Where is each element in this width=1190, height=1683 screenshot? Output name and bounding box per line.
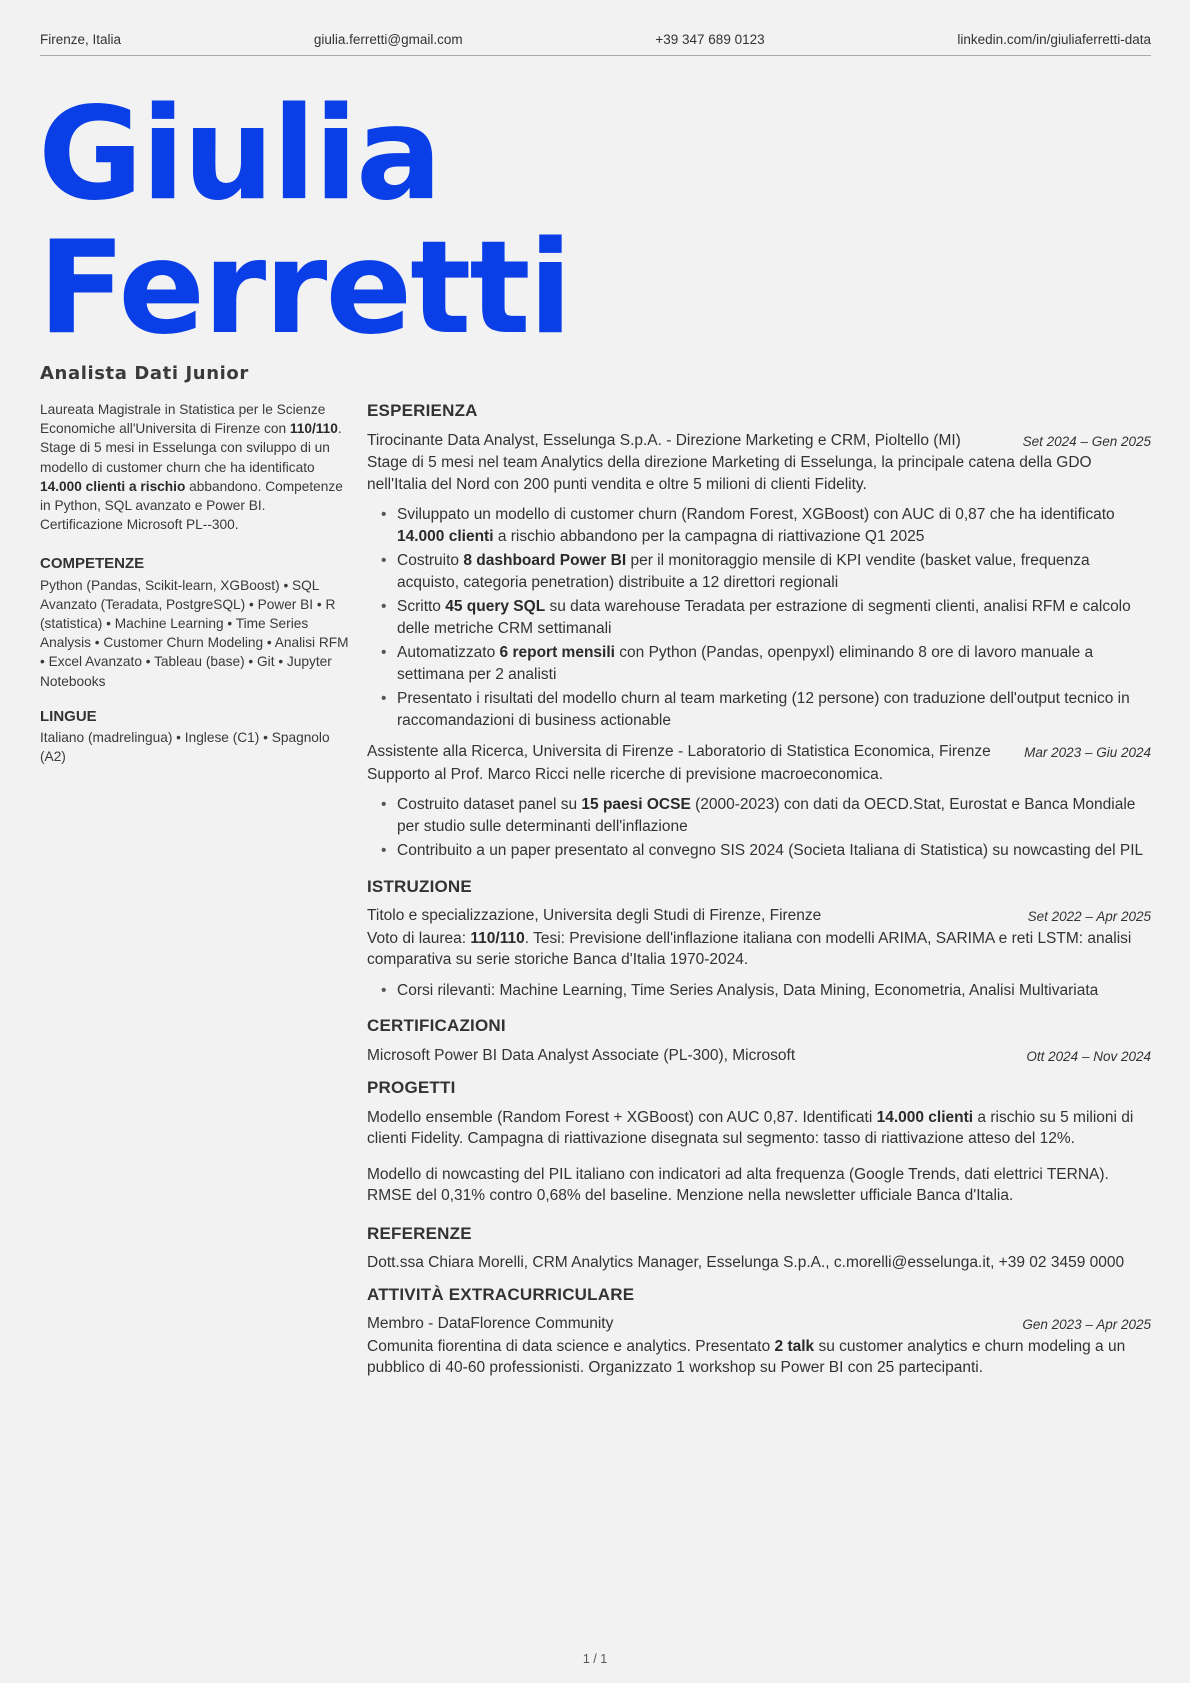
contact-bar bbox=[40, 32, 1151, 56]
page-number: 1 / 1 bbox=[582, 1652, 608, 1666]
list-item: • Costruito dataset panel su 15 paesi OCSE (2000-2023) con dati da OECD.Stat, Eurostat e Banca Mondiale per studio sulle determinanti dell'inflazione bbox=[397, 794, 1151, 837]
references-heading: REFERENZE bbox=[367, 1223, 472, 1243]
job-bullets bbox=[367, 794, 1151, 862]
main-column bbox=[367, 400, 1151, 1379]
job-description: Supporto al Prof. Marco Ricci nelle ricerche di previsione macroeconomica. bbox=[367, 765, 884, 783]
job-description: Stage di 5 mesi nel team Analytics della direzione Marketing di Esselunga, la principale catena della GDO nell'Italia del Nord con 200 punti vendita e oltre 5 milioni di clienti Fidelity. bbox=[367, 454, 1092, 493]
job-entry bbox=[367, 430, 1151, 732]
extracurricular-heading: ATTIVITÀ EXTRACURRICULARE bbox=[367, 1284, 635, 1304]
contact-phone[interactable]: +39 347 689 0123 bbox=[655, 32, 765, 47]
degree-title: Titolo e specializzazione, Universita degli Studi di Firenze, Firenze bbox=[367, 907, 822, 924]
first-name: Giulia bbox=[38, 80, 441, 229]
list-item: • Presentato i risultati del modello churn al team marketing (12 persone) con traduzione dell'output tecnico in raccomandazioni di business actionable bbox=[397, 688, 1151, 731]
certifications-heading: CERTIFICAZIONI bbox=[367, 1016, 506, 1035]
projects-section bbox=[367, 1077, 1151, 1207]
skills-list: Python (Pandas, Scikit-learn, XGBoost) • SQL Avanzato (Teradata, PostgreSQL) • Power BI • R (statistica) • Machine Learning • Time Series Analysis • Customer Churn Modeling • Analisi RFM • Excel Avanzato • Tableau (base) • Git • Jupyter Notebooks bbox=[40, 577, 349, 689]
certifications-section bbox=[367, 1015, 1151, 1067]
extracurricular-section bbox=[367, 1284, 1151, 1379]
degree-description: Voto di laurea: 110/110. Tesi: Previsione dell'inflazione italiana con modelli ARIMA, SARIMA e reti LSTM: analisi comparativa su serie storiche Banca d'Italia 1970-2024. bbox=[367, 929, 1132, 968]
sidebar bbox=[40, 400, 352, 782]
activity-description: Comunita fiorentina di data science e analytics. Presentato 2 talk su customer analytics e churn modeling a un pubblico di 40-60 professionisti. Organizzato 1 workshop su Power BI con 25 partecipanti. bbox=[367, 1337, 1126, 1376]
job-date: Mar 2023 – Giu 2024 bbox=[1024, 745, 1151, 760]
references-section bbox=[367, 1223, 1151, 1274]
contact-location: Firenze, Italia bbox=[40, 32, 122, 47]
list-item: • Automatizzato 6 report mensili con Python (Pandas, openpyxl) eliminando 8 ore di lavoro manuale a settimana per 2 analisti bbox=[397, 642, 1151, 685]
job-bullets bbox=[367, 504, 1151, 731]
project-item: Modello ensemble (Random Forest + XGBoost) con AUC 0,87. Identificati 14.000 clienti a rischio su 5 milioni di clienti Fidelity. Campagna di riattivazione disegnata sul segmento: tasso di riattivazione atteso del 12%. bbox=[367, 1108, 1134, 1147]
contact-linkedin[interactable]: linkedin.com/in/giuliaferretti-data bbox=[957, 32, 1151, 47]
certification-name: Microsoft Power BI Data Analyst Associate (PL-300), Microsoft bbox=[367, 1046, 796, 1064]
summary: Laureata Magistrale in Statistica per le Scienze Economiche all'Universita di Firenze con 110/110. Stage di 5 mesi in Esselunga con sviluppo di un modello di customer churn che ha identificato 14.000 clienti a rischio abbandono. Competenze in Python, SQL avanzato e Power BI. Certificazione Microsoft PL--300. bbox=[40, 402, 343, 533]
project-item: Modello di nowcasting del PIL italiano con indicatori ad alta frequenza (Google Trends, dati elettrici TERNA). RMSE del 0,31% contro 0,68% del baseline. Menzione nella newsletter ufficiale Banca d'Italia. bbox=[367, 1165, 1109, 1204]
degree-date: Set 2022 – Apr 2025 bbox=[1027, 909, 1151, 924]
list-item: • Contribuito a un paper presentato al convegno SIS 2024 (Societa Italiana di Statistica) su nowcasting del PIL bbox=[397, 840, 1151, 862]
languages-heading: LINGUE bbox=[40, 707, 97, 725]
skills-heading: COMPETENZE bbox=[40, 555, 145, 573]
projects-heading: PROGETTI bbox=[367, 1078, 456, 1097]
list-item: • Corsi rilevanti: Machine Learning, Time Series Analysis, Data Mining, Econometria, Analisi Multivariata bbox=[397, 980, 1151, 1002]
job-date: Set 2024 – Gen 2025 bbox=[1022, 433, 1151, 449]
contact-email[interactable]: giulia.ferretti@gmail.com bbox=[313, 32, 463, 47]
experience-section bbox=[367, 400, 1151, 862]
activity-role: Membro - DataFlorence Community bbox=[367, 1315, 614, 1332]
candidate-name bbox=[38, 80, 571, 363]
reference-item: Dott.ssa Chiara Morelli, CRM Analytics Manager, Esselunga S.p.A., c.morelli@esselunga.it, +39 02 3459 0000 bbox=[367, 1254, 1125, 1271]
job-entry bbox=[367, 741, 1151, 862]
education-heading: ISTRUZIONE bbox=[367, 876, 472, 896]
job-title: Assistente alla Ricerca, Universita di Firenze - Laboratorio di Statistica Economica, Firenze bbox=[367, 743, 991, 760]
course-bullets bbox=[367, 980, 1151, 1002]
education-section bbox=[367, 876, 1151, 1002]
list-item: • Sviluppato un modello di customer churn (Random Forest, XGBoost) con AUC di 0,87 che ha identificato 14.000 clienti a rischio abbandono per la campagna di riattivazione Q1 2025 bbox=[397, 504, 1151, 547]
list-item: • Costruito 8 dashboard Power BI per il monitoraggio mensile di KPI vendite (basket value, frequenza acquisto, categoria penetration) distribuite a 12 direttori regionali bbox=[397, 550, 1151, 593]
job-title: Tirocinante Data Analyst, Esselunga S.p.A. - Direzione Marketing e CRM, Pioltello (MI) bbox=[367, 431, 961, 449]
languages-list: Italiano (madrelingua) • Inglese (C1) • Spagnolo (A2) bbox=[40, 730, 330, 765]
last-name: Ferretti bbox=[38, 214, 571, 363]
activity-date: Gen 2023 – Apr 2025 bbox=[1022, 1317, 1151, 1332]
list-item: • Scritto 45 query SQL su data warehouse Teradata per estrazione di segmenti clienti, analisi RFM e calcolo delle metriche CRM settimanali bbox=[397, 596, 1151, 639]
certification-date: Ott 2024 – Nov 2024 bbox=[1026, 1048, 1151, 1064]
job-title: Analista Dati Junior bbox=[40, 363, 249, 384]
experience-heading: ESPERIENZA bbox=[367, 401, 478, 420]
